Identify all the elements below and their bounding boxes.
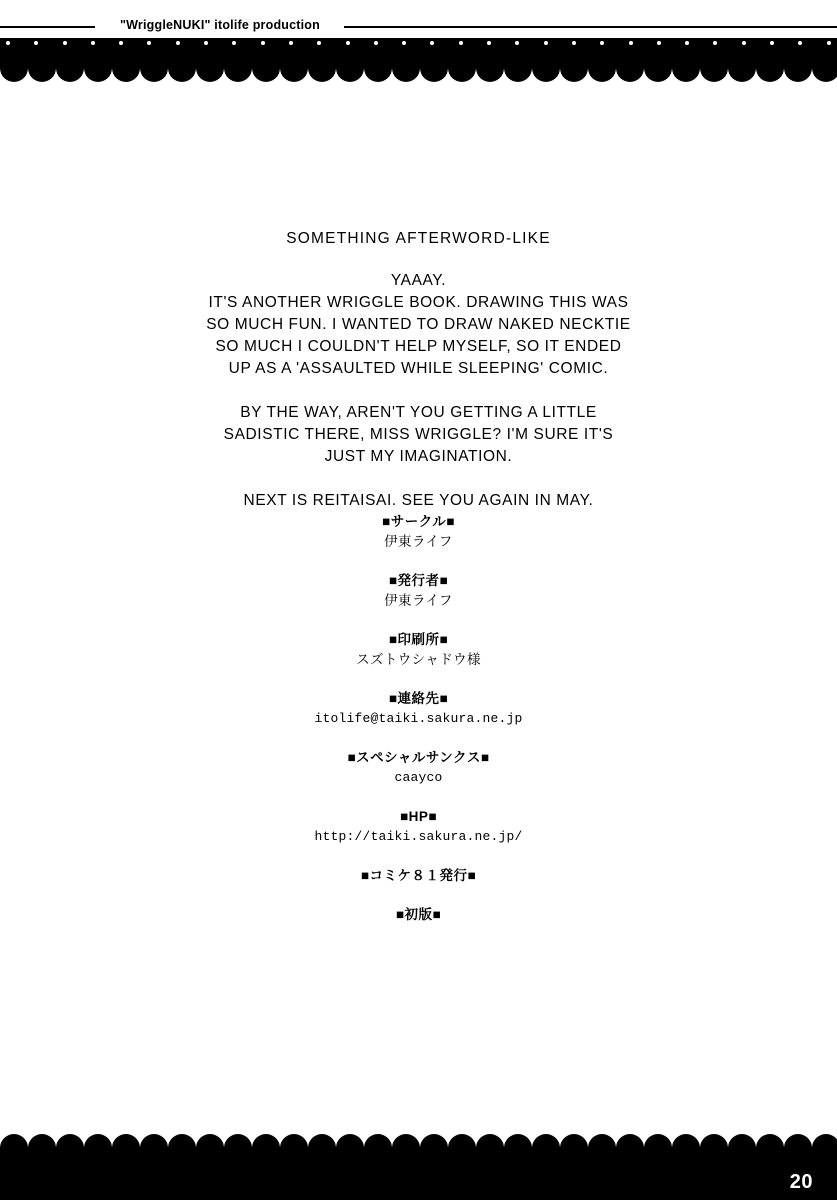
lace-dot xyxy=(232,41,236,45)
scallop-bump xyxy=(168,60,196,82)
credit-value: http://taiki.sakura.ne.jp/ xyxy=(314,829,523,844)
scallop-bump xyxy=(728,60,756,82)
scallop-bump xyxy=(140,1134,168,1156)
scallop-bump xyxy=(644,60,672,82)
afterword-section xyxy=(0,230,837,512)
lace-dot xyxy=(289,41,293,45)
lace-dot xyxy=(515,41,519,45)
afterword-paragraph xyxy=(0,490,837,512)
scallop-bump xyxy=(308,60,336,82)
credit-label: ■初版■ xyxy=(395,907,442,922)
header-title: "WriggleNUKI" itolife production xyxy=(120,18,320,32)
scallop-bump xyxy=(784,1134,812,1156)
scallop-bump xyxy=(308,1134,336,1156)
lace-dot xyxy=(346,41,350,45)
credits-section xyxy=(0,512,837,944)
scallop-bump xyxy=(756,1134,784,1156)
scallop-bump xyxy=(448,1134,476,1156)
scallop-bump xyxy=(532,60,560,82)
scallop-bump xyxy=(0,60,28,82)
credit-block xyxy=(0,807,837,847)
credit-value: 伊東ライフ xyxy=(384,593,453,608)
scallop-bump xyxy=(140,60,168,82)
scallop-bump xyxy=(532,1134,560,1156)
afterword-line: UP AS A 'ASSAULTED WHILE SLEEPING' COMIC. xyxy=(228,360,609,377)
scallop-bump xyxy=(728,1134,756,1156)
scallop-bump xyxy=(0,1134,28,1156)
scallop-bump xyxy=(644,1134,672,1156)
page-footer-band xyxy=(0,1122,837,1200)
lace-dot xyxy=(63,41,67,45)
scallop-bump xyxy=(504,1134,532,1156)
header-rule-left xyxy=(0,26,95,28)
scallop-bump xyxy=(784,60,812,82)
credit-value: スズトウシャドウ様 xyxy=(356,652,481,667)
scallop-bump xyxy=(112,1134,140,1156)
afterword-line: JUST MY IMAGINATION. xyxy=(324,448,513,465)
header-scallop-row xyxy=(0,60,837,82)
scallop-bump xyxy=(672,1134,700,1156)
scallop-bump xyxy=(196,60,224,82)
scallop-bump xyxy=(252,60,280,82)
scallop-bump xyxy=(616,60,644,82)
lace-dot xyxy=(317,41,321,45)
scallop-bump xyxy=(168,1134,196,1156)
scallop-bump xyxy=(672,60,700,82)
credit-label: ■発行者■ xyxy=(388,573,449,588)
scallop-bump xyxy=(28,1134,56,1156)
scallop-bump xyxy=(392,60,420,82)
afterword-paragraph xyxy=(0,270,837,380)
credit-value: itolife@taiki.sakura.ne.jp xyxy=(314,711,523,726)
scallop-bump xyxy=(56,60,84,82)
lace-dot xyxy=(459,41,463,45)
scallop-bump xyxy=(84,60,112,82)
credit-block xyxy=(0,905,837,925)
lace-dot xyxy=(600,41,604,45)
footer-scallop-row xyxy=(0,1134,837,1156)
scallop-bump xyxy=(112,60,140,82)
lace-dot xyxy=(34,41,38,45)
page-header-band xyxy=(0,0,837,76)
afterword-line: SADISTIC THERE, MISS WRIGGLE? I'M SURE IT'S xyxy=(223,426,614,443)
scallop-bump xyxy=(560,60,588,82)
scallop-bump xyxy=(420,60,448,82)
scallop-bump xyxy=(476,60,504,82)
credit-label: ■HP■ xyxy=(399,809,438,824)
header-rule-right xyxy=(344,26,837,28)
lace-dot xyxy=(629,41,633,45)
afterword-line: NEXT IS REITAISAI. SEE YOU AGAIN IN MAY. xyxy=(243,492,594,509)
lace-dot xyxy=(204,41,208,45)
afterword-line: BY THE WAY, AREN'T YOU GETTING A LITTLE xyxy=(240,404,597,421)
afterword-body xyxy=(0,270,837,512)
credit-label: ■印刷所■ xyxy=(388,632,449,647)
scallop-bump xyxy=(28,60,56,82)
scallop-bump xyxy=(700,60,728,82)
scallop-bump xyxy=(56,1134,84,1156)
scallop-bump xyxy=(84,1134,112,1156)
credit-block xyxy=(0,689,837,729)
afterword-line: SO MUCH I COULDN'T HELP MYSELF, SO IT ENDED xyxy=(215,338,622,355)
lace-dot xyxy=(176,41,180,45)
lace-dot xyxy=(91,41,95,45)
lace-dot xyxy=(685,41,689,45)
scallop-bump xyxy=(364,60,392,82)
scallop-bump xyxy=(812,60,837,82)
scallop-bump xyxy=(280,60,308,82)
header-dot-row xyxy=(0,41,837,47)
scallop-bump xyxy=(448,60,476,82)
lace-dot xyxy=(657,41,661,45)
scallop-bump xyxy=(252,1134,280,1156)
lace-dot xyxy=(770,41,774,45)
page-number: 20 xyxy=(789,1171,813,1193)
scallop-bump xyxy=(196,1134,224,1156)
scallop-bump xyxy=(420,1134,448,1156)
scallop-bump xyxy=(364,1134,392,1156)
afterword-heading: SOMETHING AFTERWORD-LIKE xyxy=(286,230,551,247)
scallop-bump xyxy=(224,1134,252,1156)
credit-label: ■スペシャルサンクス■ xyxy=(347,750,490,765)
scallop-bump xyxy=(224,60,252,82)
credit-value: 伊東ライフ xyxy=(384,534,453,549)
lace-dot xyxy=(374,41,378,45)
scallop-bump xyxy=(504,60,532,82)
lace-dot xyxy=(261,41,265,45)
lace-dot xyxy=(487,41,491,45)
scallop-bump xyxy=(560,1134,588,1156)
credit-value: caayco xyxy=(394,770,443,785)
scallop-bump xyxy=(336,1134,364,1156)
credit-label: ■コミケ８１発行■ xyxy=(360,868,477,883)
scallop-bump xyxy=(336,60,364,82)
lace-dot xyxy=(713,41,717,45)
lace-dot xyxy=(544,41,548,45)
credit-block xyxy=(0,571,837,611)
lace-dot xyxy=(430,41,434,45)
afterword-line: SO MUCH FUN. I WANTED TO DRAW NAKED NECKTIE xyxy=(206,316,631,333)
credit-label: ■サークル■ xyxy=(382,514,455,529)
lace-dot xyxy=(6,41,10,45)
credit-block xyxy=(0,512,837,552)
lace-dot xyxy=(572,41,576,45)
afterword-line: IT'S ANOTHER WRIGGLE BOOK. DRAWING THIS WAS xyxy=(208,294,629,311)
lace-dot xyxy=(402,41,406,45)
afterword-paragraph xyxy=(0,402,837,468)
lace-dot xyxy=(827,41,831,45)
scallop-bump xyxy=(616,1134,644,1156)
credit-block xyxy=(0,866,837,886)
scallop-bump xyxy=(476,1134,504,1156)
afterword-line: YAAAY. xyxy=(390,272,447,289)
scallop-bump xyxy=(700,1134,728,1156)
credit-block xyxy=(0,630,837,670)
scallop-bump xyxy=(280,1134,308,1156)
lace-dot xyxy=(798,41,802,45)
scallop-bump xyxy=(756,60,784,82)
lace-dot xyxy=(742,41,746,45)
scallop-bump xyxy=(812,1134,837,1156)
scallop-bump xyxy=(392,1134,420,1156)
scallop-bump xyxy=(588,1134,616,1156)
credit-label: ■連絡先■ xyxy=(388,691,449,706)
lace-dot xyxy=(119,41,123,45)
scallop-bump xyxy=(588,60,616,82)
lace-dot xyxy=(147,41,151,45)
credit-block xyxy=(0,748,837,788)
footer-black-band xyxy=(0,1156,837,1200)
